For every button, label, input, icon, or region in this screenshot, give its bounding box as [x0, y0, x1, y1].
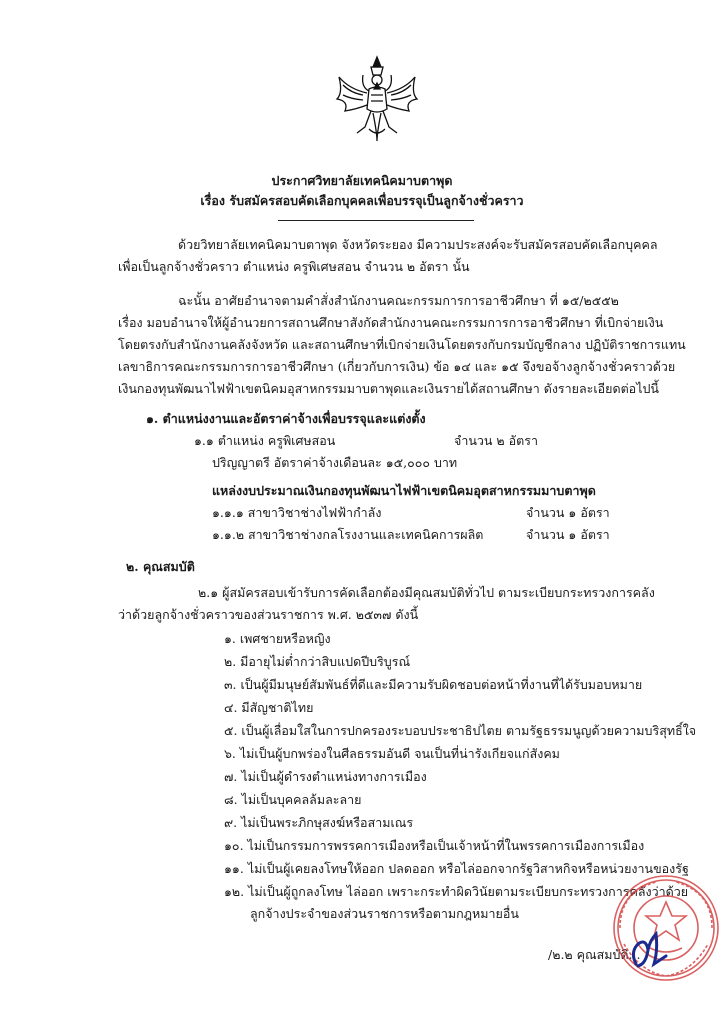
qualification-item: ๕. เป็นผู้เลื่อมใสในการปกครองระบอบประชาธิปไตย ตามรัฐธรรมนูญด้วยความบริสุทธิ์ใจ — [224, 723, 697, 738]
qualification-item: ๑. เพศชายหรือหญิง — [224, 631, 331, 646]
intro-line-1: ด้วยวิทยาลัยเทคนิคมาบตาพุด จังหวัดระยอง มีความประสงค์จะรับสมัครสอบคัดเลือกบุคคล — [178, 237, 658, 252]
branch-count: จำนวน ๑ อัตรา — [526, 505, 610, 520]
qualification-item: ๓. เป็นผู้มีมนุษย์สัมพันธ์ที่ดีและมีความรับผิดชอบต่อหน้าที่งานที่ได้รับมอบหมาย — [224, 677, 643, 692]
qualification-item: ๙. ไม่เป็นพระภิกษุสงฆ์หรือสามเณร — [224, 815, 414, 830]
qualification-item: ๒. มีอายุไม่ต่ำกว่าสิบแปดปีบริบูรณ์ — [224, 654, 411, 669]
qualification-intro-1: ๒.๑ ผู้สมัครสอบเข้ารับการคัดเลือกต้องมีคุณสมบัติทั่วไป ตามระเบียบกระทรวงการคลัง — [198, 585, 655, 600]
continued-note: /๒.๒ คุณสมบัติ... — [548, 947, 641, 962]
intro-p2-line-5: เงินกองทุนพัฒนาไฟฟ้าเขตนิคมอุสาหกรรมมาบตาพุดและเงินรายได้สถานศึกษา ดังรายละเอียดต่อไปนี้ — [118, 381, 659, 396]
signature-icon — [628, 930, 668, 974]
intro-p2-line-1: ฉะนั้น อาศัยอำนาจตามคำสั่งสำนักงานคณะกรรมการการอาชีวศึกษา ที่ ๑๕/๒๕๕๒ — [178, 293, 619, 308]
intro-p2-line-2: เรื่อง มอบอำนาจให้ผู้อำนวยการสถานศึกษาสังกัดสำนักงานคณะกรรมการการอาชีวศึกษา ที่เบิกจ่ายเงิน — [118, 315, 664, 330]
garuda-emblem-icon — [333, 53, 421, 145]
qualification-item-continuation: ลูกจ้างประจำของส่วนราชการหรือตามกฎหมายอื่น — [250, 906, 519, 921]
section1-heading: ๑. ตำแหน่งงานและอัตราค่าจ้างเพื่อบรรจุและแต่งตั้ง — [146, 411, 426, 426]
qualification-item: ๘. ไม่เป็นบุคคลล้มละลาย — [224, 792, 362, 807]
branch-item: ๑.๑.๑ สาขาวิชาช่างไฟฟ้ากำลัง — [212, 505, 382, 520]
announcement-title: ประกาศวิทยาลัยเทคนิคมาบตาพุด — [271, 173, 453, 188]
title-divider — [278, 220, 474, 221]
qualification-item: ๑๒. ไม่เป็นผู้ถูกลงโทษ ไล่ออก เพราะกระทำผิดวินัยตามระเบียบกระทรวงการคลังว่าด้วย — [224, 884, 689, 899]
branch-item: ๑.๑.๒ สาขาวิชาช่างกลโรงงานและเทคนิคการผลิต — [212, 527, 484, 542]
announcement-subject: เรื่อง รับสมัครสอบคัดเลือกบุคคลเพื่อบรรจุเป็นลูกจ้างชั่วคราว — [200, 193, 524, 208]
intro-p2-line-4: เลขาธิการคณะกรรมการการอาชีวศึกษา (เกี่ยวกับการเงิน) ข้อ ๑๔ และ ๑๕ จึงขอจ้างลูกจ้างชั่วคราวด้วย — [118, 359, 676, 374]
qualification-item: ๖. ไม่เป็นผู้บกพร่องในศีลธรรมอันดี จนเป็นที่น่ารังเกียจแก่สังคม — [224, 746, 560, 761]
degree-salary: ปริญญาตรี อัตราค่าจ้างเดือนละ ๑๕,๐๐๐ บาท — [212, 455, 458, 470]
section2-heading: ๒. คุณสมบัติ — [126, 559, 195, 574]
intro-p2-line-3: โดยตรงกับสำนักงานคลังจังหวัด และสถานศึกษาที่เบิกจ่ายเงินโดยตรงกับกรมบัญชีกลาง ปฏิบัติราชการแทน — [118, 337, 686, 352]
position-count: จำนวน ๒ อัตรา — [454, 433, 538, 448]
position-title: ๑.๑ ตำแหน่ง ครูพิเศษสอน — [194, 433, 336, 448]
qualification-intro-2: ว่าด้วยลูกจ้างชั่วคราวของส่วนราชการ พ.ศ. ๒๕๓๗ ดังนี้ — [118, 607, 419, 622]
branch-count: จำนวน ๑ อัตรา — [526, 527, 610, 542]
qualification-item: ๗. ไม่เป็นผู้ดำรงตำแหน่งทางการเมือง — [224, 769, 427, 784]
budget-heading: แหล่งงบประมาณเงินกองทุนพัฒนาไฟฟ้าเขตนิคมอุตสาหกรรมมาบตาพุด — [212, 483, 596, 498]
intro-line-2: เพื่อเป็นลูกจ้างชั่วคราว ตำแหน่ง ครูพิเศษสอน จำนวน ๒ อัตรา นั้น — [118, 259, 470, 274]
qualification-item: ๑๐. ไม่เป็นกรรมการพรรคการเมืองหรือเป็นเจ้าหน้าที่ในพรรคการเมืองการเมือง — [224, 838, 645, 853]
qualification-item: ๔. มีสัญชาติไทย — [224, 700, 314, 715]
qualification-item: ๑๑. ไม่เป็นผู้เคยลงโทษให้ออก ปลดออก หรือไล่ออกจากรัฐวิสาหกิจหรือหน่วยงานของรัฐ — [224, 861, 689, 876]
